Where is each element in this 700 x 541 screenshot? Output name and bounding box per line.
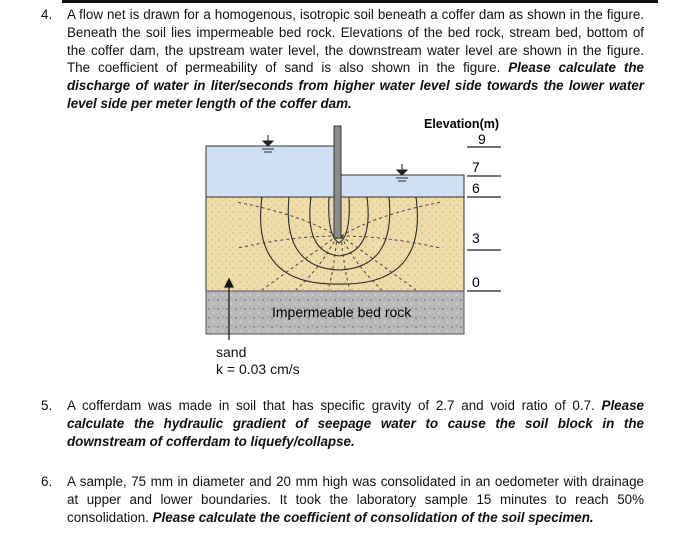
upstream-water-level-icon bbox=[262, 135, 274, 152]
question-number: 4. bbox=[41, 7, 53, 22]
question-text: A flow net is drawn for a homogenous, isotropic soil beneath a coffer dam as shown in the figure. Beneath the soil lies impermeable bed rock. Elevations of the bed rock, stream bed, bottom of the coffer dam, the upstream water level, the downstream water level are shown in the figure. The coefficient of permeability of sand is also shown in the figure. bbox=[67, 7, 644, 76]
elevation-0: 0 bbox=[472, 274, 480, 290]
question-number: 6. bbox=[41, 474, 53, 489]
elevation-header: Elevation(m) bbox=[424, 117, 500, 131]
permeability-label: k = 0.03 cm/s bbox=[216, 361, 300, 377]
question-6 bbox=[41, 473, 644, 526]
sand-label: sand bbox=[216, 344, 247, 360]
elevation-3: 3 bbox=[472, 230, 480, 246]
question-text: A sample, 75 mm in diameter and 20 mm high was consolidated in an oedometer with drainage at upper and lower boundaries. It took the laboratory sample 15 minutes to reach 50% consolidation. bbox=[67, 474, 644, 525]
question-number: 5. bbox=[41, 398, 53, 413]
elevation-9: 9 bbox=[478, 131, 486, 147]
question-text: A cofferdam was made in soil that has specific gravity of 2.7 and void ratio of 0.7. bbox=[67, 398, 595, 413]
bedrock-label: Impermeable bed rock bbox=[272, 304, 412, 320]
question-emphasis: Please calculate the hydraulic gradient of seepage water to cause the soil block in the downstream of cofferdam to liquefy/collapse. bbox=[67, 398, 644, 449]
elevation-6: 6 bbox=[472, 180, 480, 196]
upstream-water bbox=[206, 146, 337, 197]
sheet-pile bbox=[334, 126, 341, 238]
question-emphasis: Please calculate the discharge of water in liter/seconds from higher water level side towards the lower water level side per meter length of the coffer dam. bbox=[67, 60, 644, 111]
downstream-water-level-icon bbox=[396, 164, 408, 181]
elevation-7: 7 bbox=[472, 159, 480, 175]
question-emphasis: Please calculate the coefficient of consolidation of the soil specimen. bbox=[152, 509, 594, 525]
question-5 bbox=[41, 397, 644, 450]
